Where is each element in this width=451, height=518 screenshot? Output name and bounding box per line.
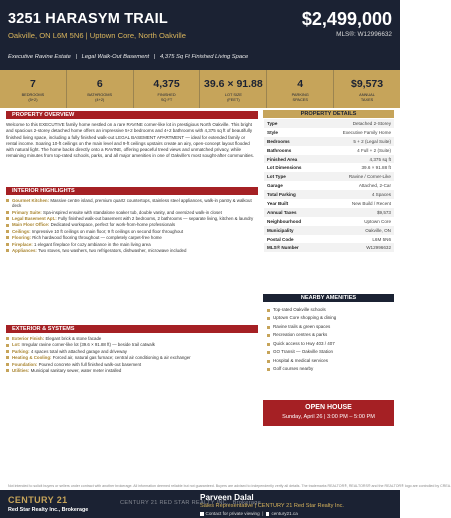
table-row: Total Parking 4 Spaces: [264, 190, 394, 199]
bullet-icon: [6, 236, 9, 239]
list-item: Ceilings: Impressive 10 ft ceilings on main floor; 9 ft ceilings on second floor throughout: [6, 229, 258, 234]
table-row: Annual Taxes $9,573: [264, 208, 394, 217]
section-header-exterior: EXTERIOR & SYSTEMS: [6, 325, 258, 333]
bullet-icon: [6, 337, 9, 340]
bullet-icon: [6, 344, 9, 347]
list-item: Hospital & medical services: [266, 357, 394, 365]
listing-header: [0, 0, 400, 70]
overview-text: Welcome to this EXECUTIVE family home nestled on a rare RAVINE corner-like lot in prestigious North Oakville. This bright and spacious 2-storey detached home offers an impressive 5+2 bedrooms and 4+2 bathrooms with 4,375 sq ft of beautifully finished living space, including a fully finished walk-out LEGAL BASEMENT APARTMENT — ideal for extended family or rental income. Soaring 10-ft ceilings on the main level and 9-ft ceilings upstairs create an airy, open-concept layout flooded with natural light. The home backs directly onto a RAVINE, offering peaceful treed views and unmatched privacy, while remaining minutes from top-rated schools, parks, and all major amenities in one of Oakville's most sought-after communities.: [6, 122, 254, 159]
bullet-icon: [267, 360, 270, 363]
brokerage-name: Red Star Realty Inc., Brokerage: [8, 507, 89, 513]
contact-line: Contact for private viewing | century21.ca: [200, 511, 298, 516]
list-item: Parking: 4 spaces total with attached garage and driveway: [6, 349, 258, 354]
bullet-icon: [6, 224, 9, 227]
stat-parking: [267, 70, 334, 108]
stat-bathrooms: [67, 70, 134, 108]
bullet-icon: [267, 326, 270, 329]
table-row: Style Executive Family Home: [267, 129, 391, 135]
list-item: Golf courses nearby: [266, 365, 394, 373]
bullet-icon: [267, 343, 270, 346]
list-item: Flooring: Rich hardwood flooring throughout — completely carpet-free home: [6, 235, 258, 240]
table-row: Bedrooms 5 + 2 (Legal Suite): [264, 137, 394, 146]
list-item: Uptown Core shopping & dining: [266, 314, 394, 322]
open-house-box: [263, 400, 394, 426]
table-row: Postal Code L6M 5N6: [267, 236, 391, 242]
table-row: Lot Type Ravine / Corner-Like: [264, 172, 394, 181]
list-item: GO Transit — Oakville Station: [266, 348, 394, 356]
stat-value: 6: [96, 78, 103, 90]
open-house-date: Sunday, April 26 | 3:00 PM – 5:00 PM: [282, 414, 375, 420]
bullet-icon: [6, 199, 9, 202]
section-header-nearby: NEARBY AMENITIES: [263, 294, 394, 302]
table-row: MLS® Number W12996632: [264, 243, 394, 252]
list-item: Ravine trails & green spaces: [266, 323, 394, 331]
stats-bar: [0, 70, 400, 108]
listing-price: $2,499,000: [301, 9, 392, 29]
list-item: Top-rated Oakville schools: [266, 306, 394, 314]
list-item: Primary Suite: Spa-inspired ensuite with standalone soaker tub, double vanity, and oversized walk-in closet: [6, 210, 258, 215]
property-address: 3251 HARASYM TRAIL: [8, 11, 168, 27]
table-row: Neighbourhood Uptown Core: [267, 218, 391, 224]
list-item: Exterior Finish: Elegant brick & stone facade: [6, 336, 258, 341]
city-line: Oakville, ON L6M 5N6 | Uptown Core, North Oakville: [8, 31, 186, 40]
highlights-line: [8, 54, 251, 60]
list-item: Main Floor Office: Dedicated workspace, perfect for work-from-home professionals: [6, 222, 258, 227]
stat-bedrooms: [0, 70, 67, 108]
property-details-table: [264, 119, 394, 252]
bullet-icon: [6, 356, 9, 359]
bullet-icon: [6, 363, 9, 366]
web-icon: [266, 512, 270, 516]
list-item: Utilities: Municipal sanitary sewer, water meter installed: [6, 368, 258, 373]
list-item: Appliances: Two stoves, two washers, two refrigerators, dishwasher, microwave included: [6, 248, 258, 253]
separator: |: [153, 54, 156, 60]
section-header-details: PROPERTY DETAILS: [263, 110, 394, 118]
stat-value: 39.6 × 91.88: [204, 78, 263, 90]
list-item: Recreation centres & parks: [266, 331, 394, 339]
disclaimer: Not intended to solicit buyers or sellers under contract with another brokerage. All information deemed reliable but not guaranteed. Buyers are advised to independently verify all details. The trademarks REALTOR®, REALTORS® and the REALTOR® logo are controlled by CREA.: [8, 484, 451, 488]
table-row: Type Detached 2-Storey: [264, 119, 394, 128]
bullet-icon: [267, 351, 270, 354]
list-item: Legal Basement Apt.: Fully finished walk-out basement with 2 bedrooms, 2 bathrooms — separate living, kitchen & laundry: [6, 216, 258, 221]
bullet-icon: [267, 309, 270, 312]
stat-value: $9,573: [350, 78, 384, 90]
contact-label: Contact for private viewing: [205, 511, 260, 516]
list-item: Quick access to Hwy 403 / 407: [266, 340, 394, 348]
watermark: CENTURY 21 RED STAR REALTY INC., Brokerage: [120, 500, 262, 506]
stat-value: 4,375: [153, 78, 180, 90]
section-header-interior: INTERIOR HIGHLIGHTS: [6, 187, 258, 195]
bullet-icon: [6, 243, 9, 246]
highlight-area: 4,375 Sq Ft Finished Living Space: [159, 54, 249, 60]
table-row: Bathrooms 4 Full + 2 (Suite): [267, 147, 391, 153]
stat-label: LOT SIZE (FEET): [224, 92, 243, 102]
stat-label: BEDROOMS (5+2): [21, 92, 45, 102]
stat-taxes: [334, 70, 400, 108]
bullet-icon: [6, 249, 9, 252]
stat-label: BATHROOMS (4+2): [87, 92, 113, 102]
bullet-icon: [267, 317, 270, 320]
agent-role: Sales Representative | CENTURY 21 Red Star Realty Inc.: [200, 503, 344, 509]
mls-number: MLS®: W12996632: [336, 31, 392, 38]
highlight-basement: Legal Walk-Out Basement: [81, 54, 150, 60]
list-item: Foundation: Poured concrete with full finished walk-out basement: [6, 362, 258, 367]
stat-label: FINISHED SQ FT: [157, 92, 176, 102]
bullet-icon: [6, 217, 9, 220]
interior-list: [6, 198, 258, 254]
open-house-title: OPEN HOUSE: [305, 404, 352, 411]
bullet-icon: [6, 369, 9, 372]
list-item: Heating & Cooling: Forced air, natural gas furnace; central air conditioning & air exchanger: [6, 355, 258, 360]
highlight-ravine: Executive Ravine Estate: [8, 54, 71, 60]
separator: |: [75, 54, 77, 60]
list-item: Fireplace: 1 elegant fireplace for cozy ambiance in the main living area: [6, 242, 258, 247]
footer: [0, 490, 400, 518]
table-row: Municipality Oakville, ON: [264, 226, 394, 235]
table-row: Lot Dimensions 39.6 × 91.88 ft: [267, 165, 391, 171]
stat-finished-area: [134, 70, 201, 108]
phone-icon: [200, 512, 204, 516]
stat-label: ANNUAL TAXES: [359, 92, 375, 102]
bullet-icon: [267, 368, 270, 371]
stat-value: 7: [29, 78, 36, 90]
nearby-list: [266, 306, 394, 374]
exterior-list: [6, 336, 258, 374]
stat-lot-size: [200, 70, 267, 108]
section-header-overview: PROPERTY OVERVIEW: [6, 111, 258, 119]
stat-label: PARKING SPACES: [291, 92, 309, 102]
bullet-icon: [6, 230, 9, 233]
bullet-icon: [6, 350, 9, 353]
agent-name: Parveen Dalal: [200, 493, 254, 502]
bullet-icon: [267, 334, 270, 337]
table-row: Garage Attached, 2-Car: [267, 183, 391, 189]
table-row: Year Built New Build / Recent: [267, 200, 391, 206]
list-item: Gourmet Kitchen: Massive centre island, premium quartz countertops, stainless steel appliances, walk-in pantry & walkout deck: [6, 198, 258, 209]
table-row: Finished Area 4,375 sq ft: [264, 155, 394, 164]
list-item: Lot: Irregular ravine corner-like lot (39.6 × 91.88 ft) — beside trail catwalk: [6, 342, 258, 347]
brokerage-logo: CENTURY 21: [8, 495, 68, 505]
stat-value: 4: [297, 78, 304, 90]
bullet-icon: [6, 211, 9, 214]
contact-site[interactable]: century21.ca: [271, 511, 298, 516]
